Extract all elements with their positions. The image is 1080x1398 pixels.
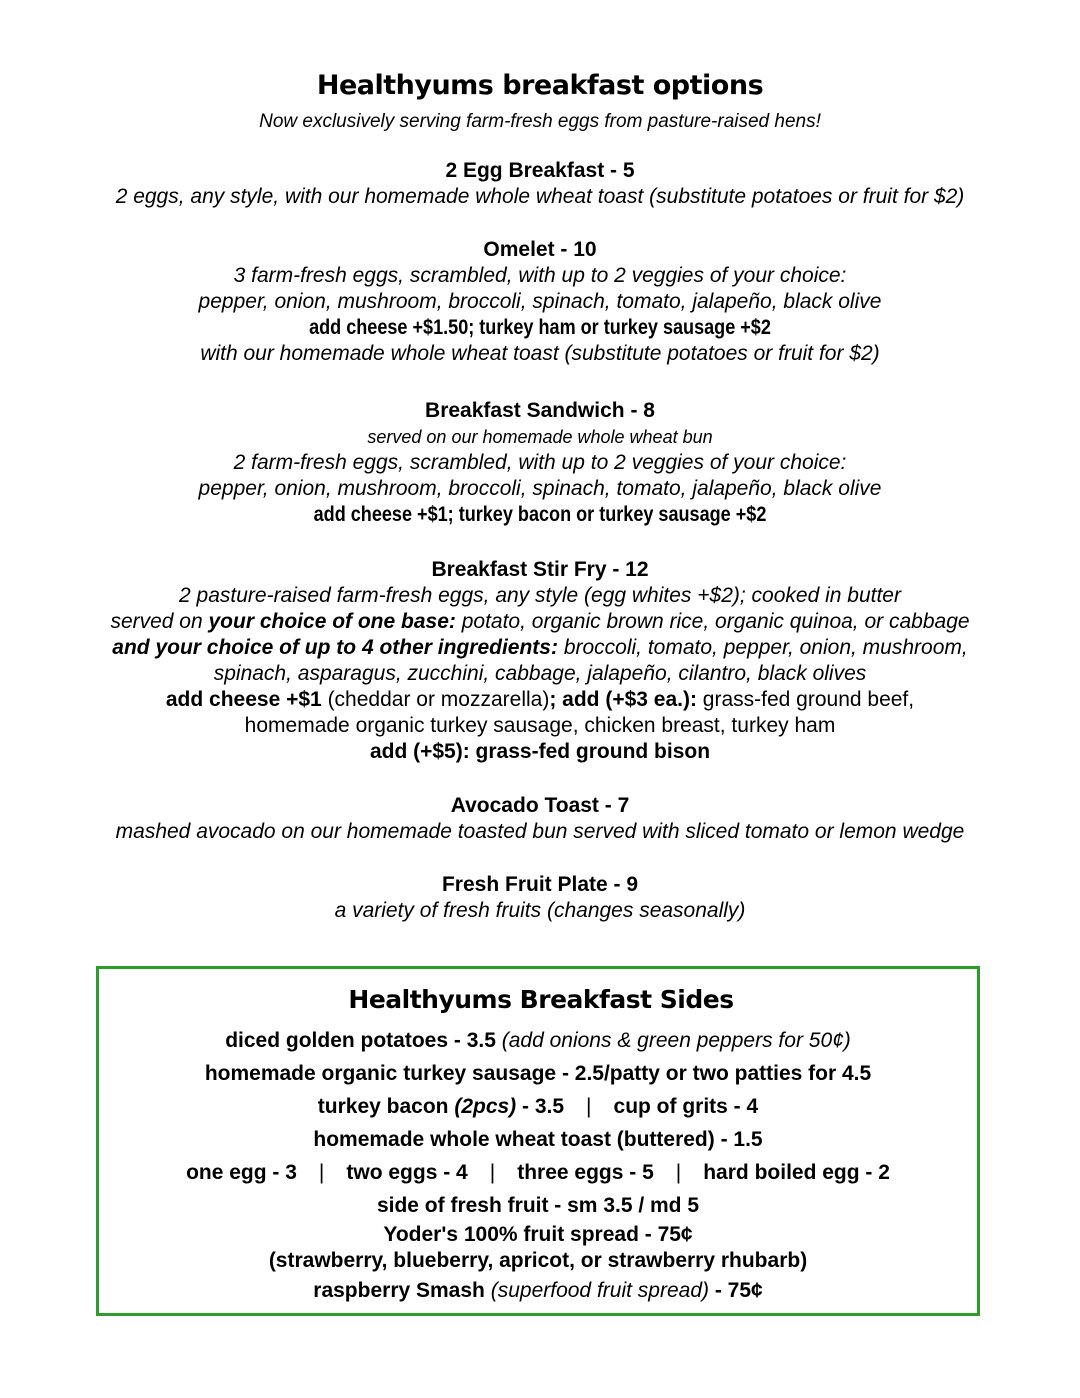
item-served-note: served on our homemade whole wheat bun — [367, 427, 713, 447]
sides-list — [99, 1024, 977, 1307]
separator: | — [489, 1161, 496, 1184]
item-toast-note: with our homemade whole wheat toast (substitute potatoes or fruit for $2) — [200, 342, 880, 365]
item-description: 3 farm-fresh eggs, scrambled, with up to 2 veggies of your choice: — [233, 264, 847, 287]
side-spread-flavors: (strawberry, blueberry, apricot, or strawberry rhubarb) — [268, 1249, 808, 1272]
side-eggs: one egg - 3 | two eggs - 4 | three eggs - 5 | hard boiled egg - 2 — [186, 1161, 890, 1184]
side-turkey-sausage: homemade organic turkey sausage - 2.5/patty or two patties for 4.5 — [204, 1062, 872, 1085]
item-name: Breakfast Sandwich - 8 — [425, 399, 655, 422]
side-fruit-spread: Yoder's 100% fruit spread - 75¢ — [383, 1223, 693, 1246]
item-veggie-list: pepper, onion, mushroom, broccoli, spinach, tomato, jalapeño, black olive — [198, 477, 882, 500]
item-base-choice: served on your choice of one base: potato, organic brown rice, organic quinoa, or cabbage — [110, 610, 970, 633]
sides-box — [96, 966, 980, 1316]
menu-item-avocado-toast — [0, 793, 1080, 845]
sides-title: Healthyums Breakfast Sides — [348, 985, 734, 1014]
item-veggie-list: pepper, onion, mushroom, broccoli, spinach, tomato, jalapeño, black olive — [198, 290, 882, 313]
item-addons: add cheese +$1.50; turkey ham or turkey sausage +$2 — [309, 316, 771, 339]
item-description: 2 eggs, any style, with our homemade whole wheat toast (substitute potatoes or fruit for $2) — [115, 185, 965, 208]
side-fresh-fruit: side of fresh fruit - sm 3.5 / md 5 — [376, 1194, 700, 1217]
side-raspberry-smash: raspberry Smash (superfood fruit spread) - 75¢ — [313, 1279, 763, 1302]
item-name: Avocado Toast - 7 — [450, 794, 630, 817]
item-addons: add cheese +$1; turkey bacon or turkey sausage +$2 — [313, 503, 767, 526]
separator: | — [318, 1161, 325, 1184]
item-ingredient-list: spinach, asparagus, zucchini, cabbage, jalapeño, cilantro, black olives — [213, 662, 867, 685]
item-addons: add cheese +$1 (cheddar or mozzarella); add (+$3 ea.): grass-fed ground beef, — [165, 688, 915, 711]
menu-title: Healthyums breakfast options — [316, 70, 764, 101]
item-ingredient-choice: and your choice of up to 4 other ingredients: broccoli, tomato, pepper, onion, mushroom, — [112, 636, 968, 659]
menu-item-omelet — [0, 237, 1080, 367]
item-name: Fresh Fruit Plate - 9 — [441, 873, 639, 896]
separator: | — [586, 1095, 592, 1118]
item-description: 2 pasture-raised farm-fresh eggs, any style (egg whites +$2); cooked in butter — [179, 584, 901, 607]
separator: | — [675, 1161, 682, 1184]
menu-item-2-egg-breakfast — [0, 158, 1080, 210]
item-name: Omelet - 10 — [483, 238, 597, 261]
item-bison-addon: add (+$5): grass-fed ground bison — [369, 740, 711, 763]
item-name: Breakfast Stir Fry - 12 — [431, 558, 649, 581]
side-bacon-grits: turkey bacon (2pcs) - 3.5 | cup of grits - 4 — [317, 1095, 759, 1118]
side-potatoes: diced golden potatoes - 3.5 (add onions & green peppers for 50¢) — [225, 1029, 851, 1052]
menu-item-breakfast-sandwich — [0, 398, 1080, 528]
side-toast: homemade whole wheat toast (buttered) - 1.5 — [313, 1128, 763, 1151]
item-description: mashed avocado on our homemade toasted bun served with sliced tomato or lemon wedge — [115, 820, 965, 843]
menu-item-fresh-fruit-plate — [0, 872, 1080, 924]
menu-tagline: Now exclusively serving farm-fresh eggs from pasture-raised hens! — [259, 111, 821, 132]
item-description: a variety of fresh fruits (changes seasonally) — [334, 899, 746, 922]
item-protein-list: homemade organic turkey sausage, chicken breast, turkey ham — [244, 714, 836, 737]
menu-item-breakfast-stir-fry — [0, 557, 1080, 765]
item-name: 2 Egg Breakfast - 5 — [445, 159, 635, 182]
item-description: 2 farm-fresh eggs, scrambled, with up to 2 veggies of your choice: — [233, 451, 847, 474]
